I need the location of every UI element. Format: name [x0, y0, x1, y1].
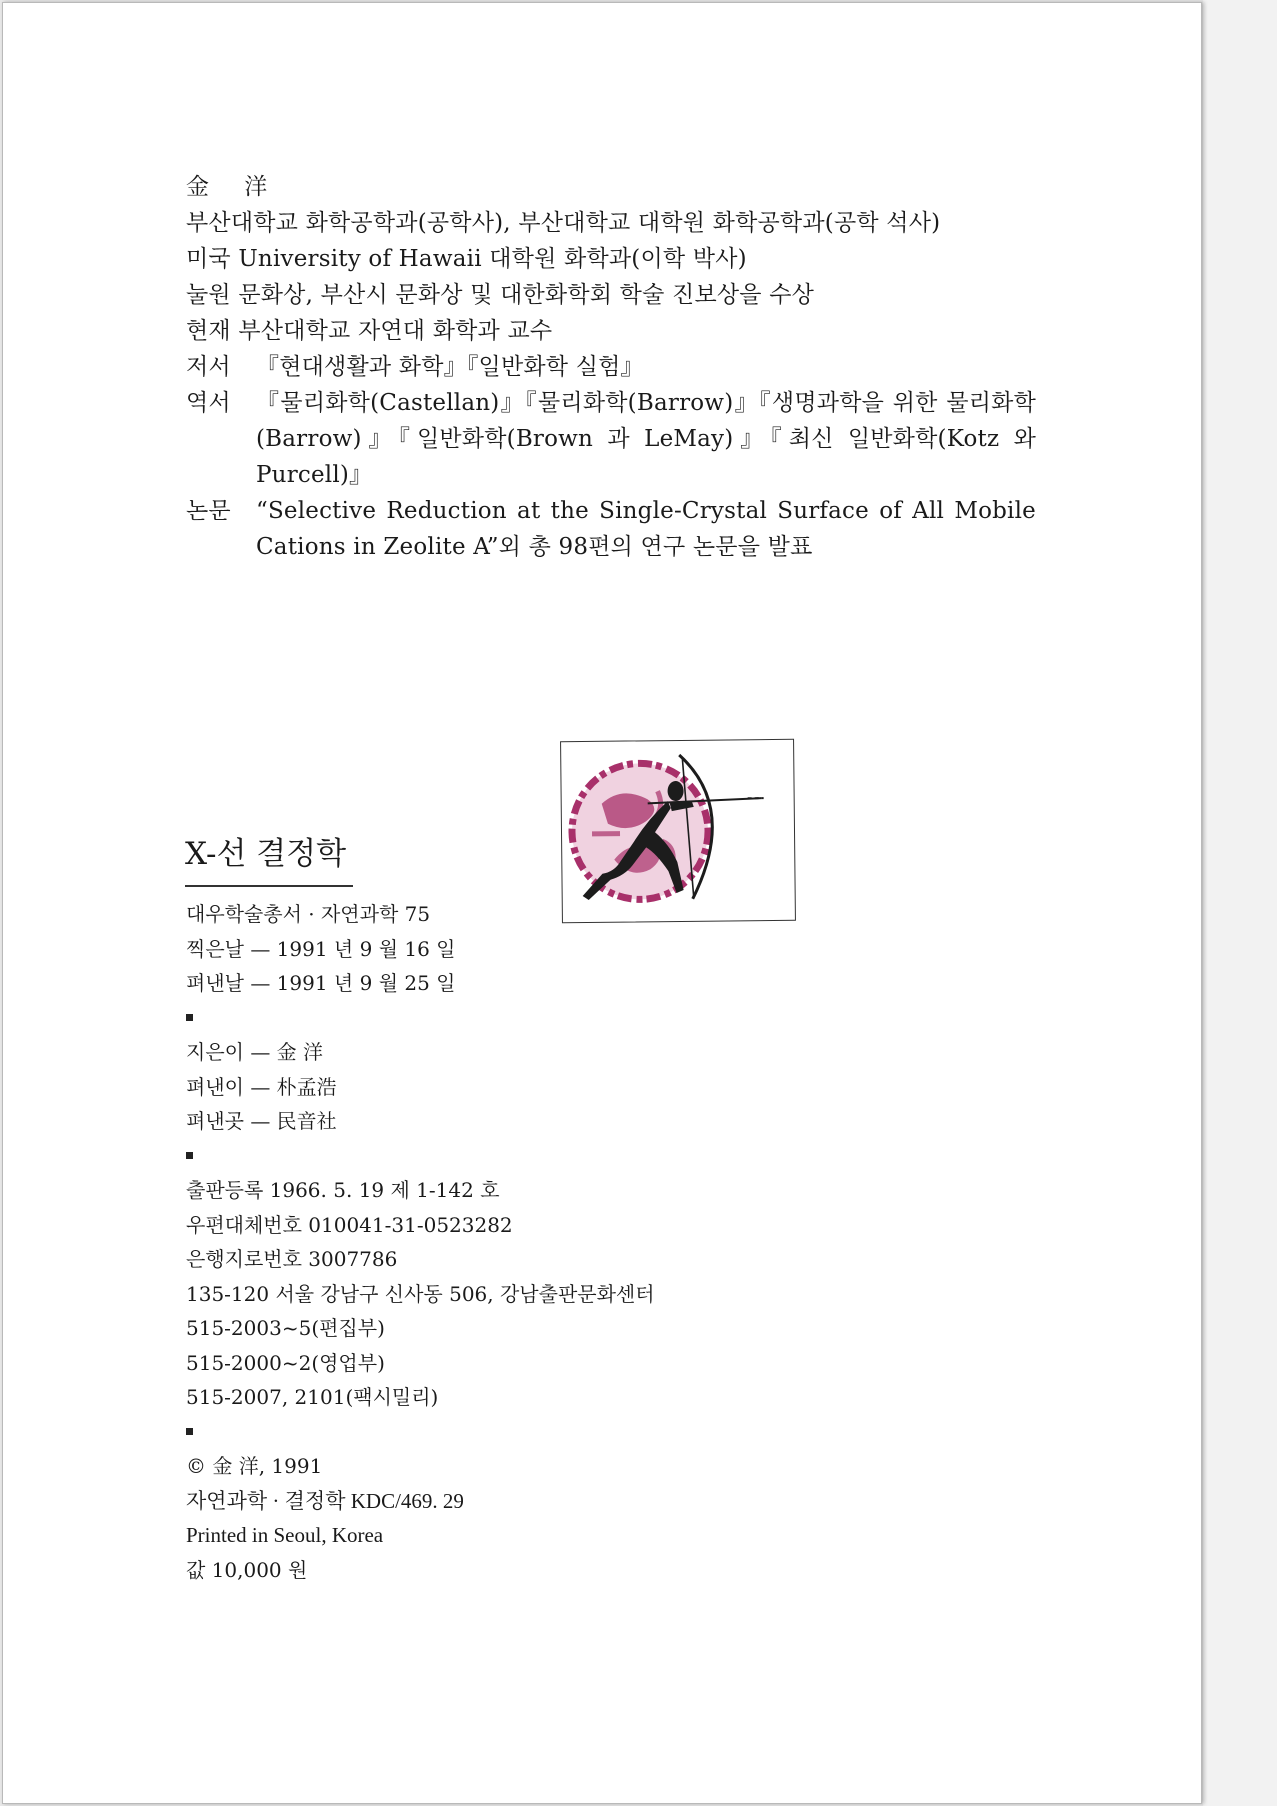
giro-account: 은행지로번호 3007786 — [186, 1247, 398, 1271]
papers — [186, 493, 1036, 565]
title-underline — [185, 885, 353, 887]
books-translated — [186, 385, 1036, 493]
author-bio — [186, 169, 1036, 565]
publisher-person: 펴낸이 — 朴孟浩 — [186, 1074, 337, 1099]
archer-seal-stamp-icon — [561, 740, 795, 922]
series-name: 대우학술총서 · 자연과학 75 — [186, 902, 431, 926]
author-name: 金 洋 — [186, 174, 282, 200]
works-label: 역서 — [186, 390, 231, 416]
publisher-address: 135-120 서울 강남구 신사동 506, 강남출판문화센터 — [186, 1281, 655, 1306]
registration-number: 출판등록 1966. 5. 19 제 1-142 호 — [186, 1178, 500, 1202]
publisher-seal — [560, 739, 796, 923]
colophon — [186, 897, 886, 1587]
price: 값 10,000 원 — [186, 1557, 308, 1582]
bio-line: 부산대학교 화학공학과(공학사), 부산대학교 대학원 화학공학과(공학 석사) — [186, 210, 941, 236]
works-label: 논문 — [186, 498, 231, 524]
bio-line: 현재 부산대학교 자연대 화학과 교수 — [186, 318, 553, 344]
works-text: “Selective Reduction at the Single-Crystal Surface of All Mobile Cations in Zeolite A”외 총 98편의 연구 논문을 발표 — [256, 498, 1036, 560]
section-bullet — [186, 1415, 886, 1450]
section-bullet — [186, 1139, 886, 1174]
postal-account: 우편대체번호 010041-31-0523282 — [186, 1212, 513, 1237]
publisher-name: 펴낸곳 — 民音社 — [186, 1109, 337, 1133]
author-credit: 지은이 — 金 洋 — [186, 1040, 324, 1064]
published-date: 펴낸날 — 1991 년 9 월 25 일 — [186, 971, 456, 995]
bio-line: 눌원 문화상, 부산시 문화상 및 대한화학회 학술 진보상을 수상 — [186, 282, 815, 308]
printed-date: 찍은날 — 1991 년 9 월 16 일 — [186, 936, 456, 961]
document-page — [2, 2, 1202, 1804]
works-text: 『현대생활과 화학』『일반화학 실험』 — [256, 354, 644, 380]
fax-number: 515-2007, 2101(팩시밀리) — [186, 1385, 439, 1409]
works-text: 『물리화학(Castellan)』『물리화학(Barrow)』『생명과학을 위한 물리화학(Barrow)』『일반화학(Brown 과 LeMay)』『최신 일반화학(Kotz 와 Purcell)』 — [256, 390, 1036, 488]
section-bullet — [186, 1001, 886, 1036]
works-label: 저서 — [186, 354, 231, 380]
viewer-side-strip — [1203, 0, 1277, 1806]
bio-line: 미국 University of Hawaii 대학원 화학과(이학 박사) — [186, 246, 747, 272]
copyright-notice: © 金 洋, 1991 — [186, 1454, 323, 1478]
book-title: X-선 결정학 — [185, 836, 347, 872]
printed-in: Printed in Seoul, Korea — [186, 1523, 384, 1547]
phone-editorial: 515-2003~5(편집부) — [186, 1316, 385, 1340]
phone-sales: 515-2000~2(영업부) — [186, 1350, 385, 1375]
classification-code: 자연과학 · 결정학 KDC/469. 29 — [186, 1488, 464, 1513]
books-written — [186, 349, 1036, 385]
